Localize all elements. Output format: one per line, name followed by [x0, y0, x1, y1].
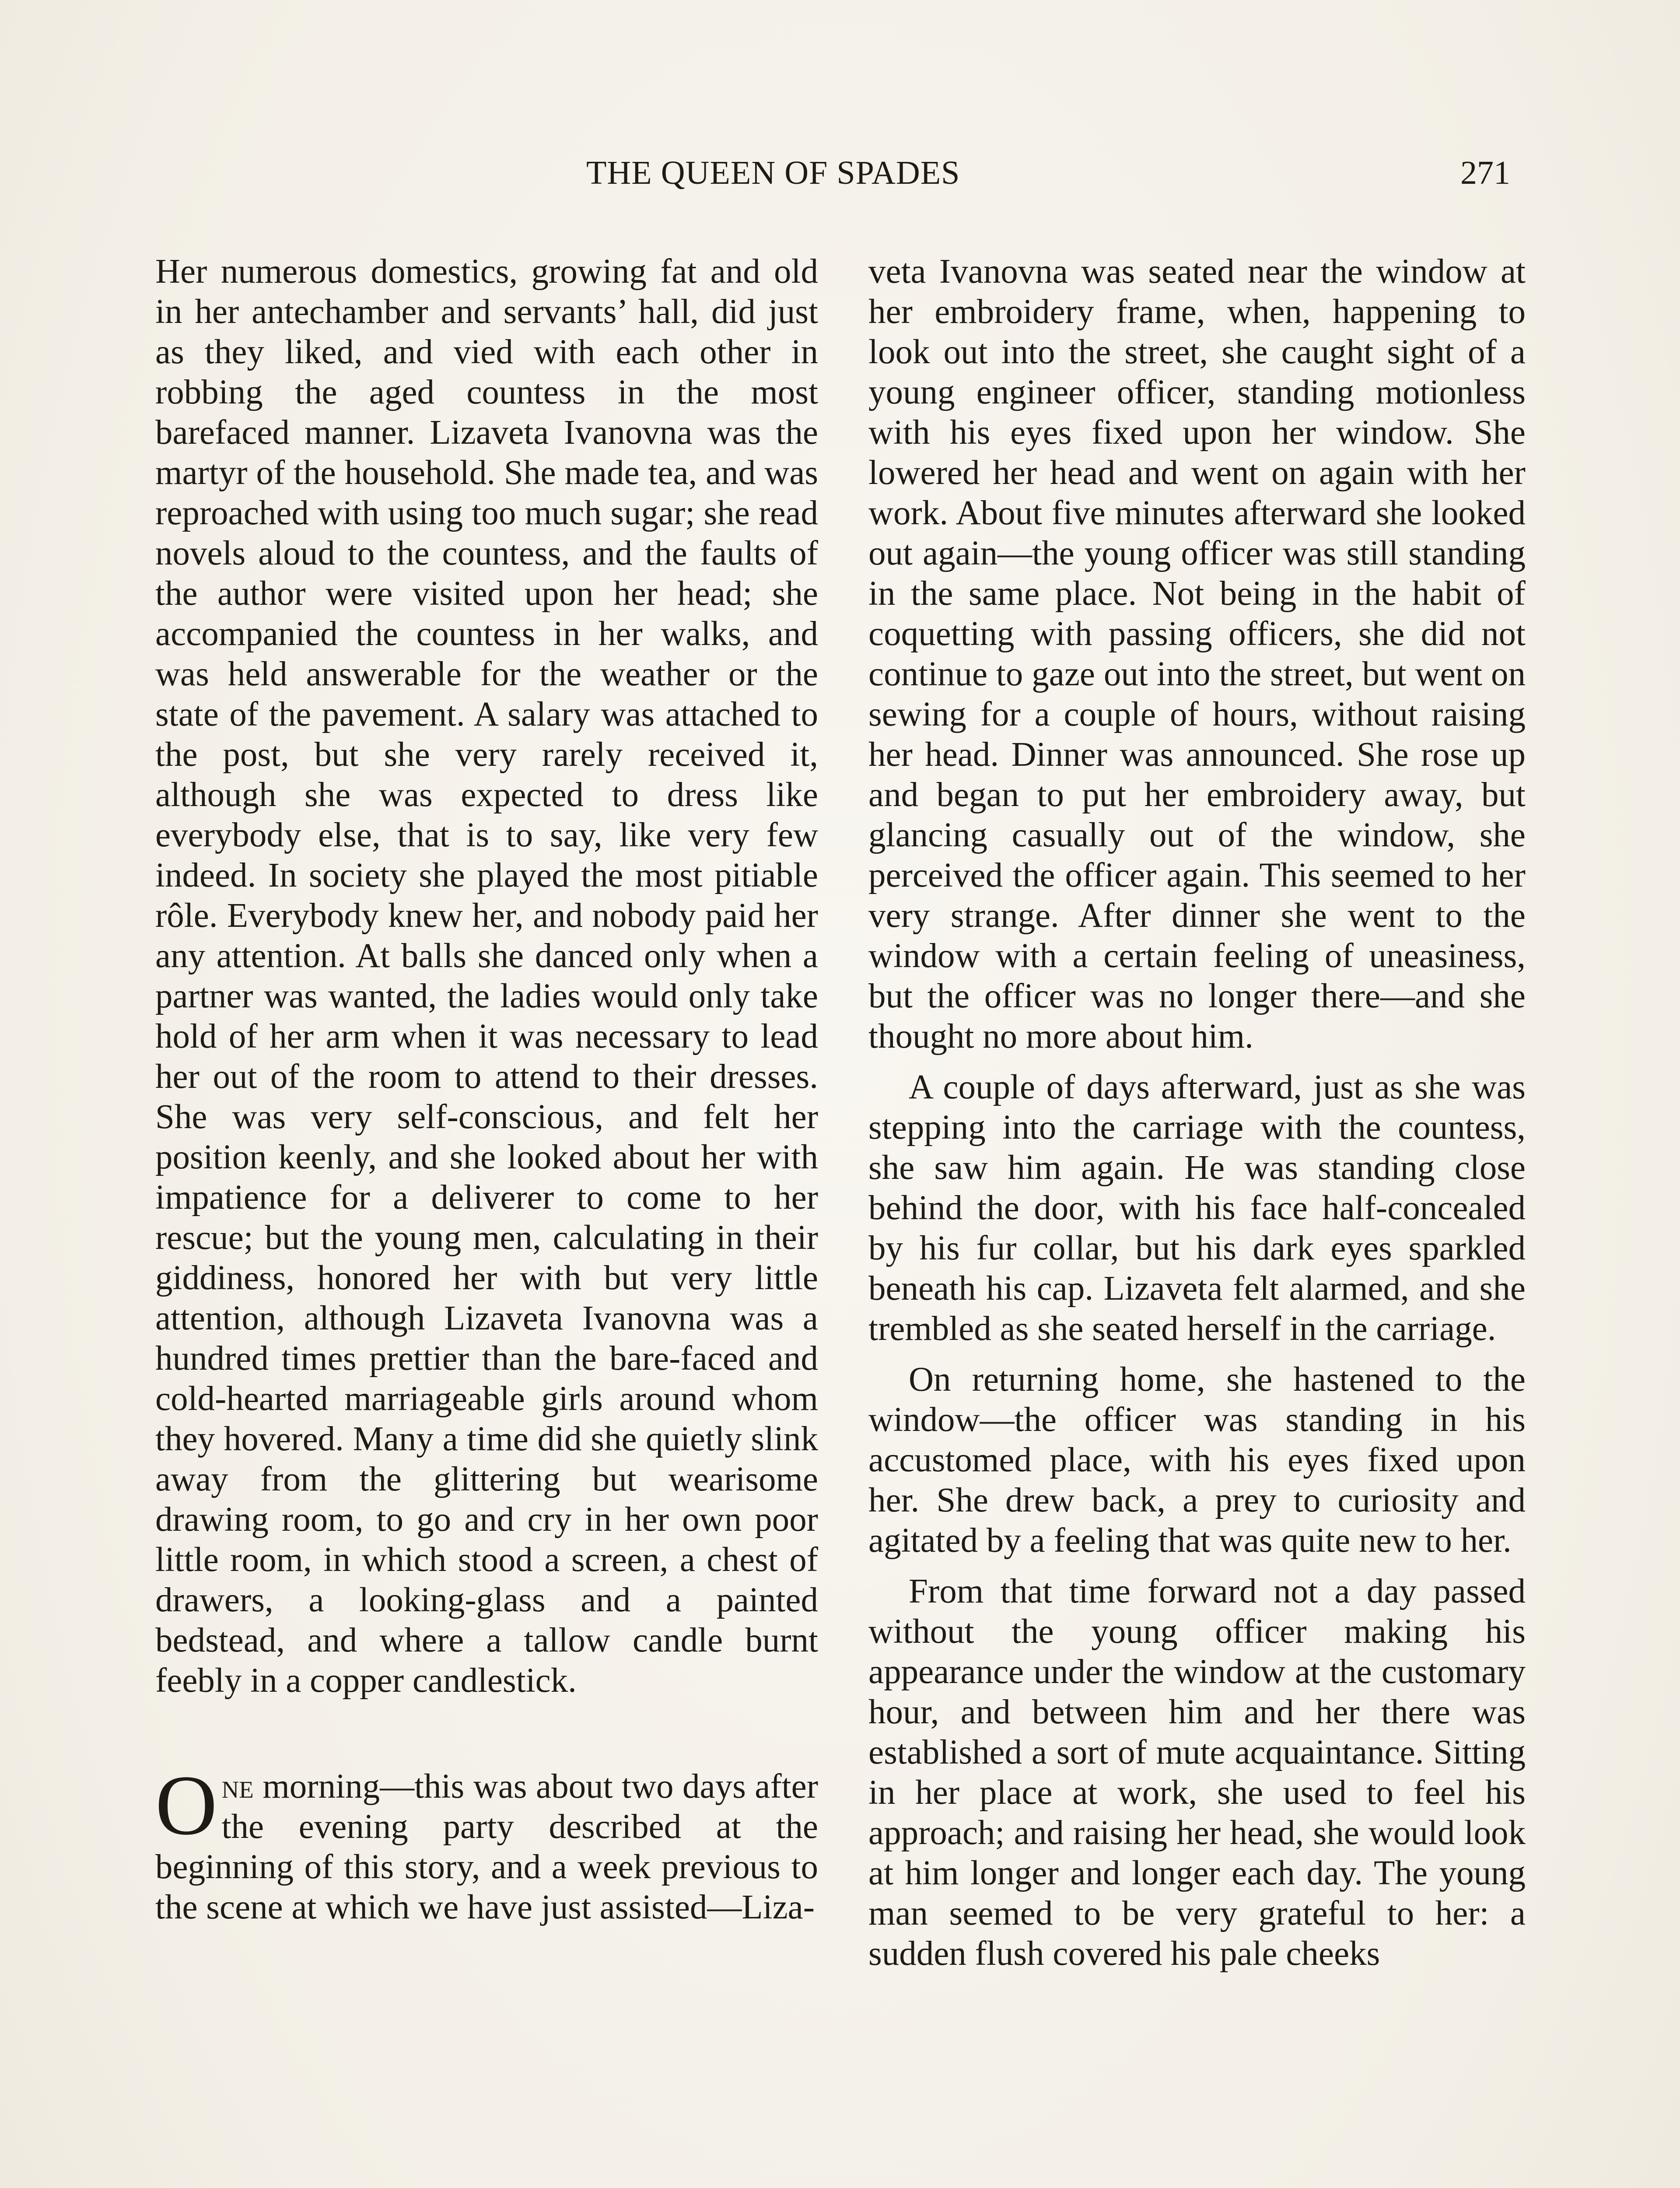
paragraph: veta Ivanovna was seated near the window at her embroidery frame, when, happening to look out into the street, she caught sight of a young engineer officer, standing motionless with his eyes fixed upon her window. She lowered her head and went on again with her work. About five minutes afterward she looked out again—the young officer was still standing in the same place. Not being in the habit of coquetting with passing officers, she did not continue to gaze out into the street, but went on sewing for a couple of hours, without raising her head. Dinner was announced. She rose up and began to put her embroidery away, but glancing casually out of the window, she perceived the officer again. This seemed to her very strange. After dinner she went to the window with a certain feeling of uneasiness, but the officer was no longer there—and she thought no more about him.: [868, 252, 1526, 1055]
paragraph: From that time forward not a day passed without the young officer making his appearance under the window at the customary hour, and between him and her there was established a sort of mute acquaintance. Sitting in her place at work, she used to feel his approach; and raising her head, she would look at him longer and longer each day. The young man seemed to be very grateful to her: a sudden flush covered his pale cheeks: [868, 1572, 1526, 1973]
paragraph-with-dropcap: [155, 1758, 818, 1928]
left-column: [155, 252, 818, 1928]
paragraph: On returning home, she hastened to the window—the officer was standing in his accustomed place, with his eyes fixed upon her. She drew back, a prey to curiosity and agitated by a feeling that was quite new to her.: [868, 1360, 1526, 1560]
paragraph: Her numerous domestics, growing fat and old in her antechamber and servants’ hall, did just as they liked, and vied with each other in robbing the aged countess in the most barefaced manner. Lizaveta Ivanovna was the martyr of the household. She made tea, and was reproached with using too much sugar; she read novels aloud to the countess, and the faults of the author were visited upon her head; she accompanied the countess in her walks, and was held answerable for the weather or the state of the pavement. A salary was attached to the post, but she very rarely received it, although she was expected to dress like everybody else, that is to say, like very few indeed. In society she played the most pitiable rôle. Everybody knew her, and nobody paid her any attention. At balls she danced only when a partner was wanted, the ladies would only take hold of her arm when it was necessary to lead her out of the room to attend to their dresses. She was very self-conscious, and felt her position keenly, and she looked about her with impatience for a deliverer to come to her rescue; but the young men, calculating in their giddiness, honored her with but very little attention, although Lizaveta Ivanovna was a hundred times prettier than the bare-faced and cold-hearted marriageable girls around whom they hovered. Many a time did she quietly slink away from the glittering but wearisome drawing room, to go and cry in her own poor little room, in which stood a screen, a chest of drawers, a looking-glass and a painted bedstead, and where a tallow candle burnt feebly in a copper candlestick.: [155, 252, 818, 1700]
page-number: 271: [1460, 154, 1510, 191]
small-caps-lead: ne: [221, 1767, 254, 1806]
paragraph-text: morning—this was about two days after the evening party described at the beginning of this story, and a week previous to the scene at which we have just assisted—Liza-: [155, 1767, 818, 1926]
drop-cap: O: [155, 1758, 217, 1853]
right-column: [868, 252, 1526, 1974]
paragraph: A couple of days afterward, just as she was stepping into the carriage with the countess, she saw him again. He was standing close behind the door, with his face half-concealed by his fur collar, but his dark eyes sparkled beneath his cap. Lizaveta felt alarmed, and she trembled as she seated herself in the carriage.: [868, 1068, 1526, 1348]
running-title: THE QUEEN OF SPADES: [586, 154, 960, 191]
